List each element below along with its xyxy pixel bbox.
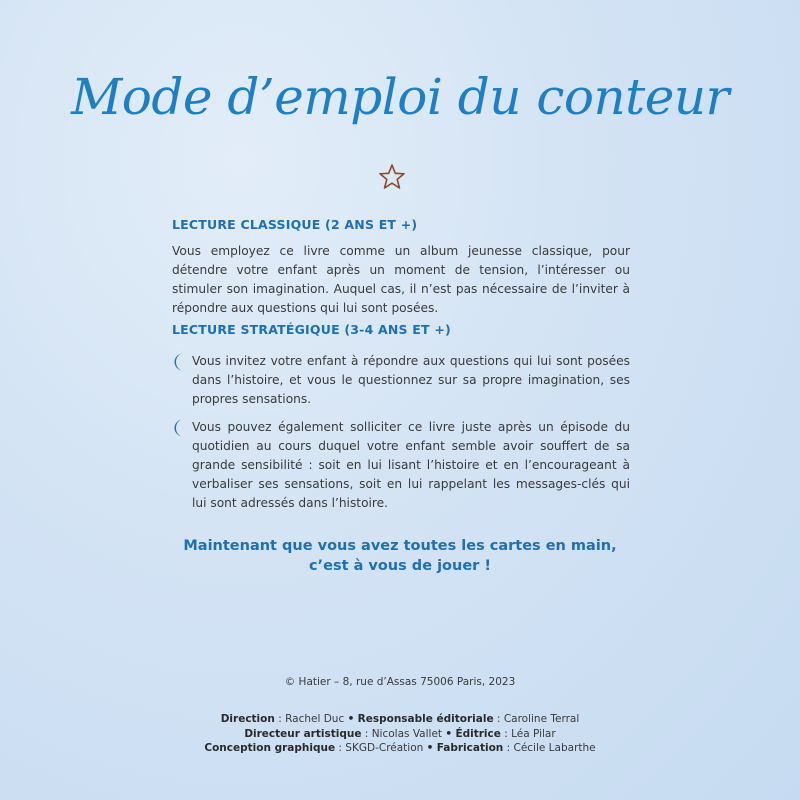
credit-value: Léa Pilar xyxy=(511,727,556,740)
credit-separator: • xyxy=(445,727,453,740)
copyright: © Hatier – 8, rue d’Assas 75006 Paris, 2023 xyxy=(284,676,516,688)
closing-line-1: Maintenant que vous avez toutes les cartes en main, xyxy=(183,538,617,554)
credit-separator: • xyxy=(347,713,355,725)
credit-value: Cécile Labarthe xyxy=(513,742,596,754)
credit-label: Direction xyxy=(220,713,275,725)
list-item xyxy=(172,352,630,409)
credit-value: Nicolas Vallet xyxy=(371,727,443,740)
credit-value: SKGD-Création xyxy=(345,742,424,754)
section-strategic xyxy=(172,322,630,513)
star-icon xyxy=(378,163,406,191)
section-heading-strategic: LECTURE STRATÉGIQUE (3-4 ANS ET +) xyxy=(172,322,451,337)
credits-line: Directeur artistique : Nicolas Vallet • Éditrice : Léa Pilar xyxy=(244,727,556,740)
section-text-classic: Vous employez ce livre comme un album jeunesse classique, pour détendre votre enfant après un moment de tension, l’intéresser ou stimuler son imagination. Auquel cas, il n’est pas nécessaire de l’inviter à répondre aux questions qui lui sont posées. xyxy=(172,244,630,315)
credit-label: Fabrication xyxy=(436,742,504,754)
page-title: Mode d’emploi du conteur xyxy=(71,68,729,126)
closing-line-2: c’est à vous de jouer ! xyxy=(309,558,491,574)
credit-label: Éditrice xyxy=(455,727,501,740)
credit-label: Responsable éditoriale xyxy=(357,713,494,725)
section-heading-classic: LECTURE CLASSIQUE (2 ANS ET +) xyxy=(172,217,418,232)
credit-separator: • xyxy=(426,742,434,754)
credits-line: Direction : Rachel Duc • Responsable éditoriale : Caroline Terral xyxy=(220,713,580,725)
credit-value: Caroline Terral xyxy=(503,713,580,725)
credit-label: Conception graphique xyxy=(204,742,336,754)
credits-line: Conception graphique : SKGD-Création • Fabrication : Cécile Labarthe xyxy=(204,742,596,754)
credit-label: Directeur artistique xyxy=(244,727,362,740)
closing-message xyxy=(0,536,800,576)
credit-value: Rachel Duc xyxy=(285,713,345,725)
list-item-text: Vous pouvez également solliciter ce livre juste après un épisode du quotidien au cours duquel votre enfant semble avoir souffert de sa grande sensibilité : soit en lui lisant l’histoire et en l’encourageant à verbaliser ses sensations, soit en lui rappelant les messages-clés qui lui sont adressés dans l’histoire. xyxy=(192,420,630,510)
crescent-moon-icon xyxy=(172,418,188,438)
list-item-text: Vous invitez votre enfant à répondre aux questions qui lui sont posées dans l’histoire, et vous le questionnez sur sa propre imagination, ses propres sensations. xyxy=(192,354,630,406)
credits xyxy=(0,712,800,756)
crescent-moon-icon xyxy=(172,352,188,372)
section-classic xyxy=(172,217,630,318)
list-item xyxy=(172,418,630,513)
